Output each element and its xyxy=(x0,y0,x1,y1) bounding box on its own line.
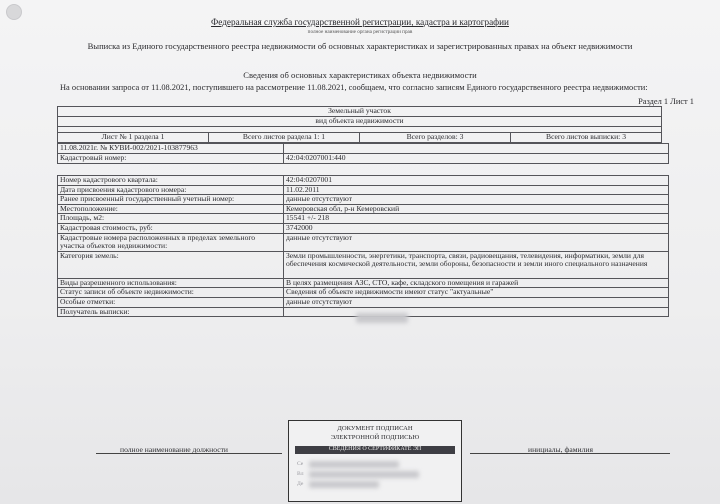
row-value xyxy=(284,307,669,317)
row-value: данные отсутствуют xyxy=(284,195,669,205)
total-sections: Всего разделов: 3 xyxy=(360,133,511,143)
redaction-blur xyxy=(309,481,379,488)
electronic-signature-stamp xyxy=(288,420,462,502)
row-value: Кемеровская обл, р-н Кемеровский xyxy=(284,204,669,214)
table-row xyxy=(58,233,669,251)
row-value: В целях размещения АЗС, СТО, кафе, складского помещения и гаражей xyxy=(284,278,669,288)
table-row xyxy=(58,185,669,195)
stamp-line-3: СВЕДЕНИЯ О СЕРТИФИКАТЕ ЭП xyxy=(328,446,422,452)
row-label: Кадастровая стоимость, руб: xyxy=(58,223,284,233)
table-row xyxy=(58,223,669,233)
row-value: 11.02.2011 xyxy=(284,185,669,195)
object-type: Земельный участок xyxy=(58,107,662,117)
table-row xyxy=(58,204,669,214)
redaction-blur xyxy=(356,313,408,323)
row-label: Категория земель: xyxy=(58,251,284,278)
date-number: 11.08.2021г. № КУВИ-002/2021-103877963 xyxy=(58,144,284,154)
row-label: Местоположение: xyxy=(58,204,284,214)
table-row xyxy=(58,214,669,224)
cad-number-value: 42:04:0207001:440 xyxy=(284,154,669,164)
redaction-blur xyxy=(309,461,399,468)
row-label: Номер кадастрового квартала: xyxy=(58,176,284,186)
table-row xyxy=(58,288,669,298)
table-row xyxy=(58,195,669,205)
row-value: 3742000 xyxy=(284,223,669,233)
stamp-faint-1: Се xyxy=(297,461,304,467)
row-label: Площадь, м2: xyxy=(58,214,284,224)
object-header-table xyxy=(57,106,662,143)
row-value: 42:04:0207001 xyxy=(284,176,669,186)
table-row xyxy=(58,278,669,288)
meta-table xyxy=(57,143,669,164)
row-label: Особые отметки: xyxy=(58,297,284,307)
row-value: Земли промышленности, энергетики, транспорта, связи, радиовещания, телевидения, информатики, земли для обеспечения космической деятельности, земли обороны, безопасности и земли иного специального назначения xyxy=(284,251,669,278)
row-label: Ранее присвоенный государственный учетный номер: xyxy=(58,195,284,205)
table-row xyxy=(58,297,669,307)
section-sheet-label: Раздел 1 Лист 1 xyxy=(638,97,694,106)
redaction-blur xyxy=(309,471,419,478)
stamp-line-1: ДОКУМЕНТ ПОДПИСАН xyxy=(337,425,413,432)
stamp-line-2: ЭЛЕКТРОННОЙ ПОДПИСЬЮ xyxy=(330,434,420,441)
table-row xyxy=(58,251,669,278)
extract-title: Выписка из Единого государственного реестра недвижимости об основных характеристиках и зарегистрированных правах на объект недвижимости xyxy=(87,41,633,51)
total-sheets-extract: Всего листов выписки: 3 xyxy=(511,133,662,143)
empty-cell xyxy=(284,144,669,154)
row-value: данные отсутствуют xyxy=(284,297,669,307)
row-label: Дата присвоения кадастрового номера: xyxy=(58,185,284,195)
row-label: Статус записи об объекте недвижимости: xyxy=(58,288,284,298)
characteristics-table xyxy=(57,175,669,317)
total-sheets-section: Всего листов раздела 1: 1 xyxy=(209,133,360,143)
stamp-faint-3: Де xyxy=(297,481,304,487)
object-type-caption: вид объекта недвижимости xyxy=(58,117,662,127)
row-label: Кадастровые номера расположенных в пределах земельного участка объектов недвижимости: xyxy=(58,233,284,251)
agency-caption: полное наименование органа регистрации прав xyxy=(307,29,413,35)
name-label: инициалы, фамилия xyxy=(528,445,593,454)
row-value: данные отсутствуют xyxy=(284,233,669,251)
cad-number-label: Кадастровый номер: xyxy=(58,154,284,164)
agency-name: Федеральная служба государственной регистрации, кадастра и картографии xyxy=(211,17,509,27)
position-label: полное наименование должности xyxy=(120,445,228,454)
row-value: Сведения об объекте недвижимости имеют статус "актуальные" xyxy=(284,288,669,298)
table-row xyxy=(58,176,669,186)
row-label: Виды разрешенного использования: xyxy=(58,278,284,288)
stamp-faint-2: Вл xyxy=(297,471,304,477)
info-title: Сведения об основных характеристиках объекта недвижимости xyxy=(243,70,477,80)
request-line: На основании запроса от 11.08.2021, поступившего на рассмотрение 11.08.2021, сообщаем, что согласно записям Единого государственного реестра недвижимости: xyxy=(60,83,648,92)
sheet-number: Лист № 1 раздела 1 xyxy=(58,133,209,143)
row-label: Получатель выписки: xyxy=(58,307,284,317)
row-value: 15541 +/- 218 xyxy=(284,214,669,224)
